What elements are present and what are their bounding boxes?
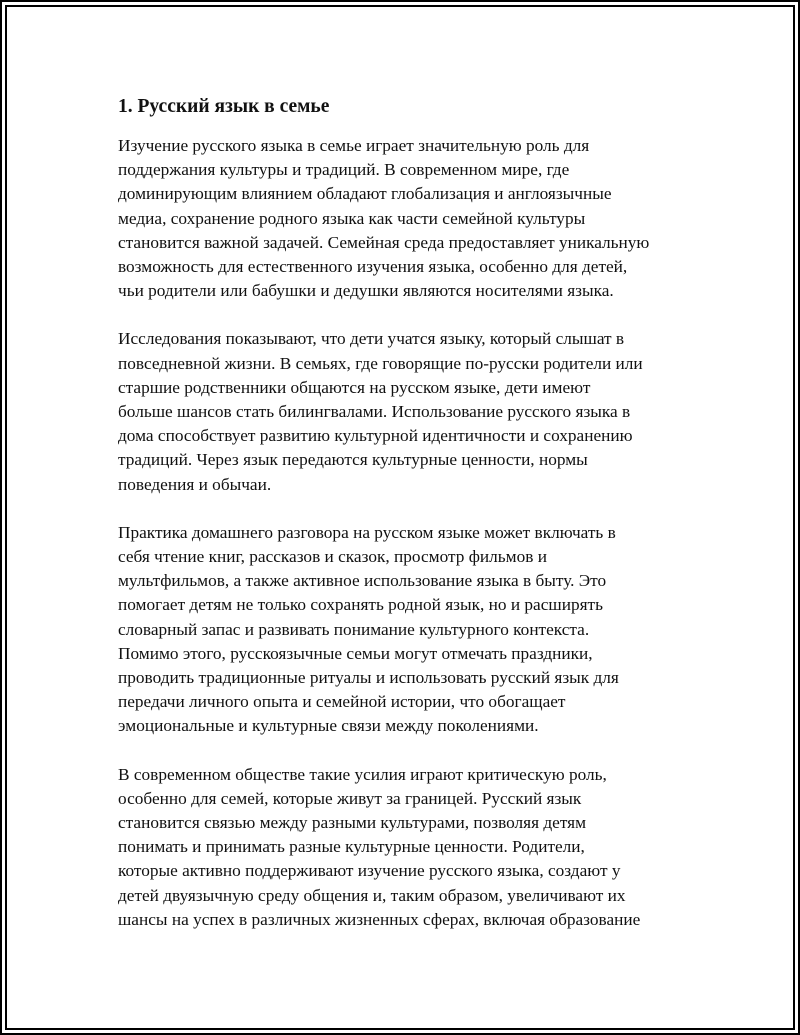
paragraph-line: Помимо этого, русскоязычные семьи могут отмечать праздники, — [118, 643, 593, 663]
paragraph-line: которые активно поддерживают изучение русского языка, создают у — [118, 861, 621, 881]
paragraph-line: Изучение русского языка в семье играет значительную роль для — [118, 136, 590, 155]
paragraph-line: дома способствует развитию культурной идентичности и сохранению — [118, 426, 633, 446]
document-body — [118, 93, 684, 956]
paragraph-line: старшие родственники общаются на русском языке, дети имеют — [118, 377, 591, 397]
paragraph-line: медиа, сохранение родного языка как части семейной культуры — [118, 208, 586, 228]
paragraph-line: детей двуязычную среду общения и, таким образом, увеличивают их — [118, 885, 626, 905]
paragraph-line: Практика домашнего разговора на русском языке может включать в — [118, 522, 616, 542]
paragraph-line: чьи родители или бабушки и дедушки являются носителями языка. — [118, 281, 614, 301]
paragraph — [118, 134, 684, 303]
paragraph-line: передачи личного опыта и семейной истории, что обогащает — [118, 692, 566, 712]
paragraph-line: повседневной жизни. В семьях, где говорящие по-русски родители или — [118, 353, 643, 373]
paragraph-line: становится важной задачей. Семейная среда предоставляет уникальную — [118, 232, 650, 252]
paragraph — [118, 521, 684, 739]
paragraph-line: поведения и обычаи. — [118, 474, 272, 494]
paragraph-line: Исследования показывают, что дети учатся языку, который слышат в — [118, 329, 625, 349]
paragraph — [118, 763, 684, 932]
paragraph-line: поддержания культуры и традиций. В современном мире, где — [118, 160, 570, 180]
paragraph-line: себя чтение книг, рассказов и сказок, просмотр фильмов и — [118, 547, 547, 567]
paragraph-line: понимать и принимать разные культурные ценности. Родители, — [118, 837, 585, 857]
paragraph-line: помогает детям не только сохранять родной язык, но и расширять — [118, 595, 603, 615]
paragraph-line: мультфильмов, а также активное использование языка в быту. Это — [118, 571, 607, 591]
paragraph-line: В современном обществе такие усилия играют критическую роль, — [118, 764, 607, 784]
paragraph-line: больше шансов стать билингвалами. Использование русского языка в — [118, 402, 631, 422]
paragraph-line: традиций. Через язык передаются культурные ценности, нормы — [118, 450, 588, 470]
paragraph-line: становится связью между разными культурами, позволяя детям — [118, 813, 587, 833]
section-heading: 1. Русский язык в семье — [118, 96, 330, 117]
paragraph-line: возможность для естественного изучения языка, особенно для детей, — [118, 257, 628, 277]
paragraph-line: проводить традиционные ритуалы и использовать русский язык для — [118, 668, 619, 688]
paragraph-line: шансы на успех в различных жизненных сферах, включая образование — [118, 909, 641, 929]
paragraph — [118, 327, 684, 496]
paragraph-line: доминирующим влиянием обладают глобализация и англоязычные — [118, 184, 612, 204]
paragraph-line: эмоциональные и культурные связи между поколениями. — [118, 716, 539, 736]
paragraph-line: особенно для семей, которые живут за границей. Русский язык — [118, 788, 582, 808]
paragraph-line: словарный запас и развивать понимание культурного контекста. — [118, 619, 590, 639]
